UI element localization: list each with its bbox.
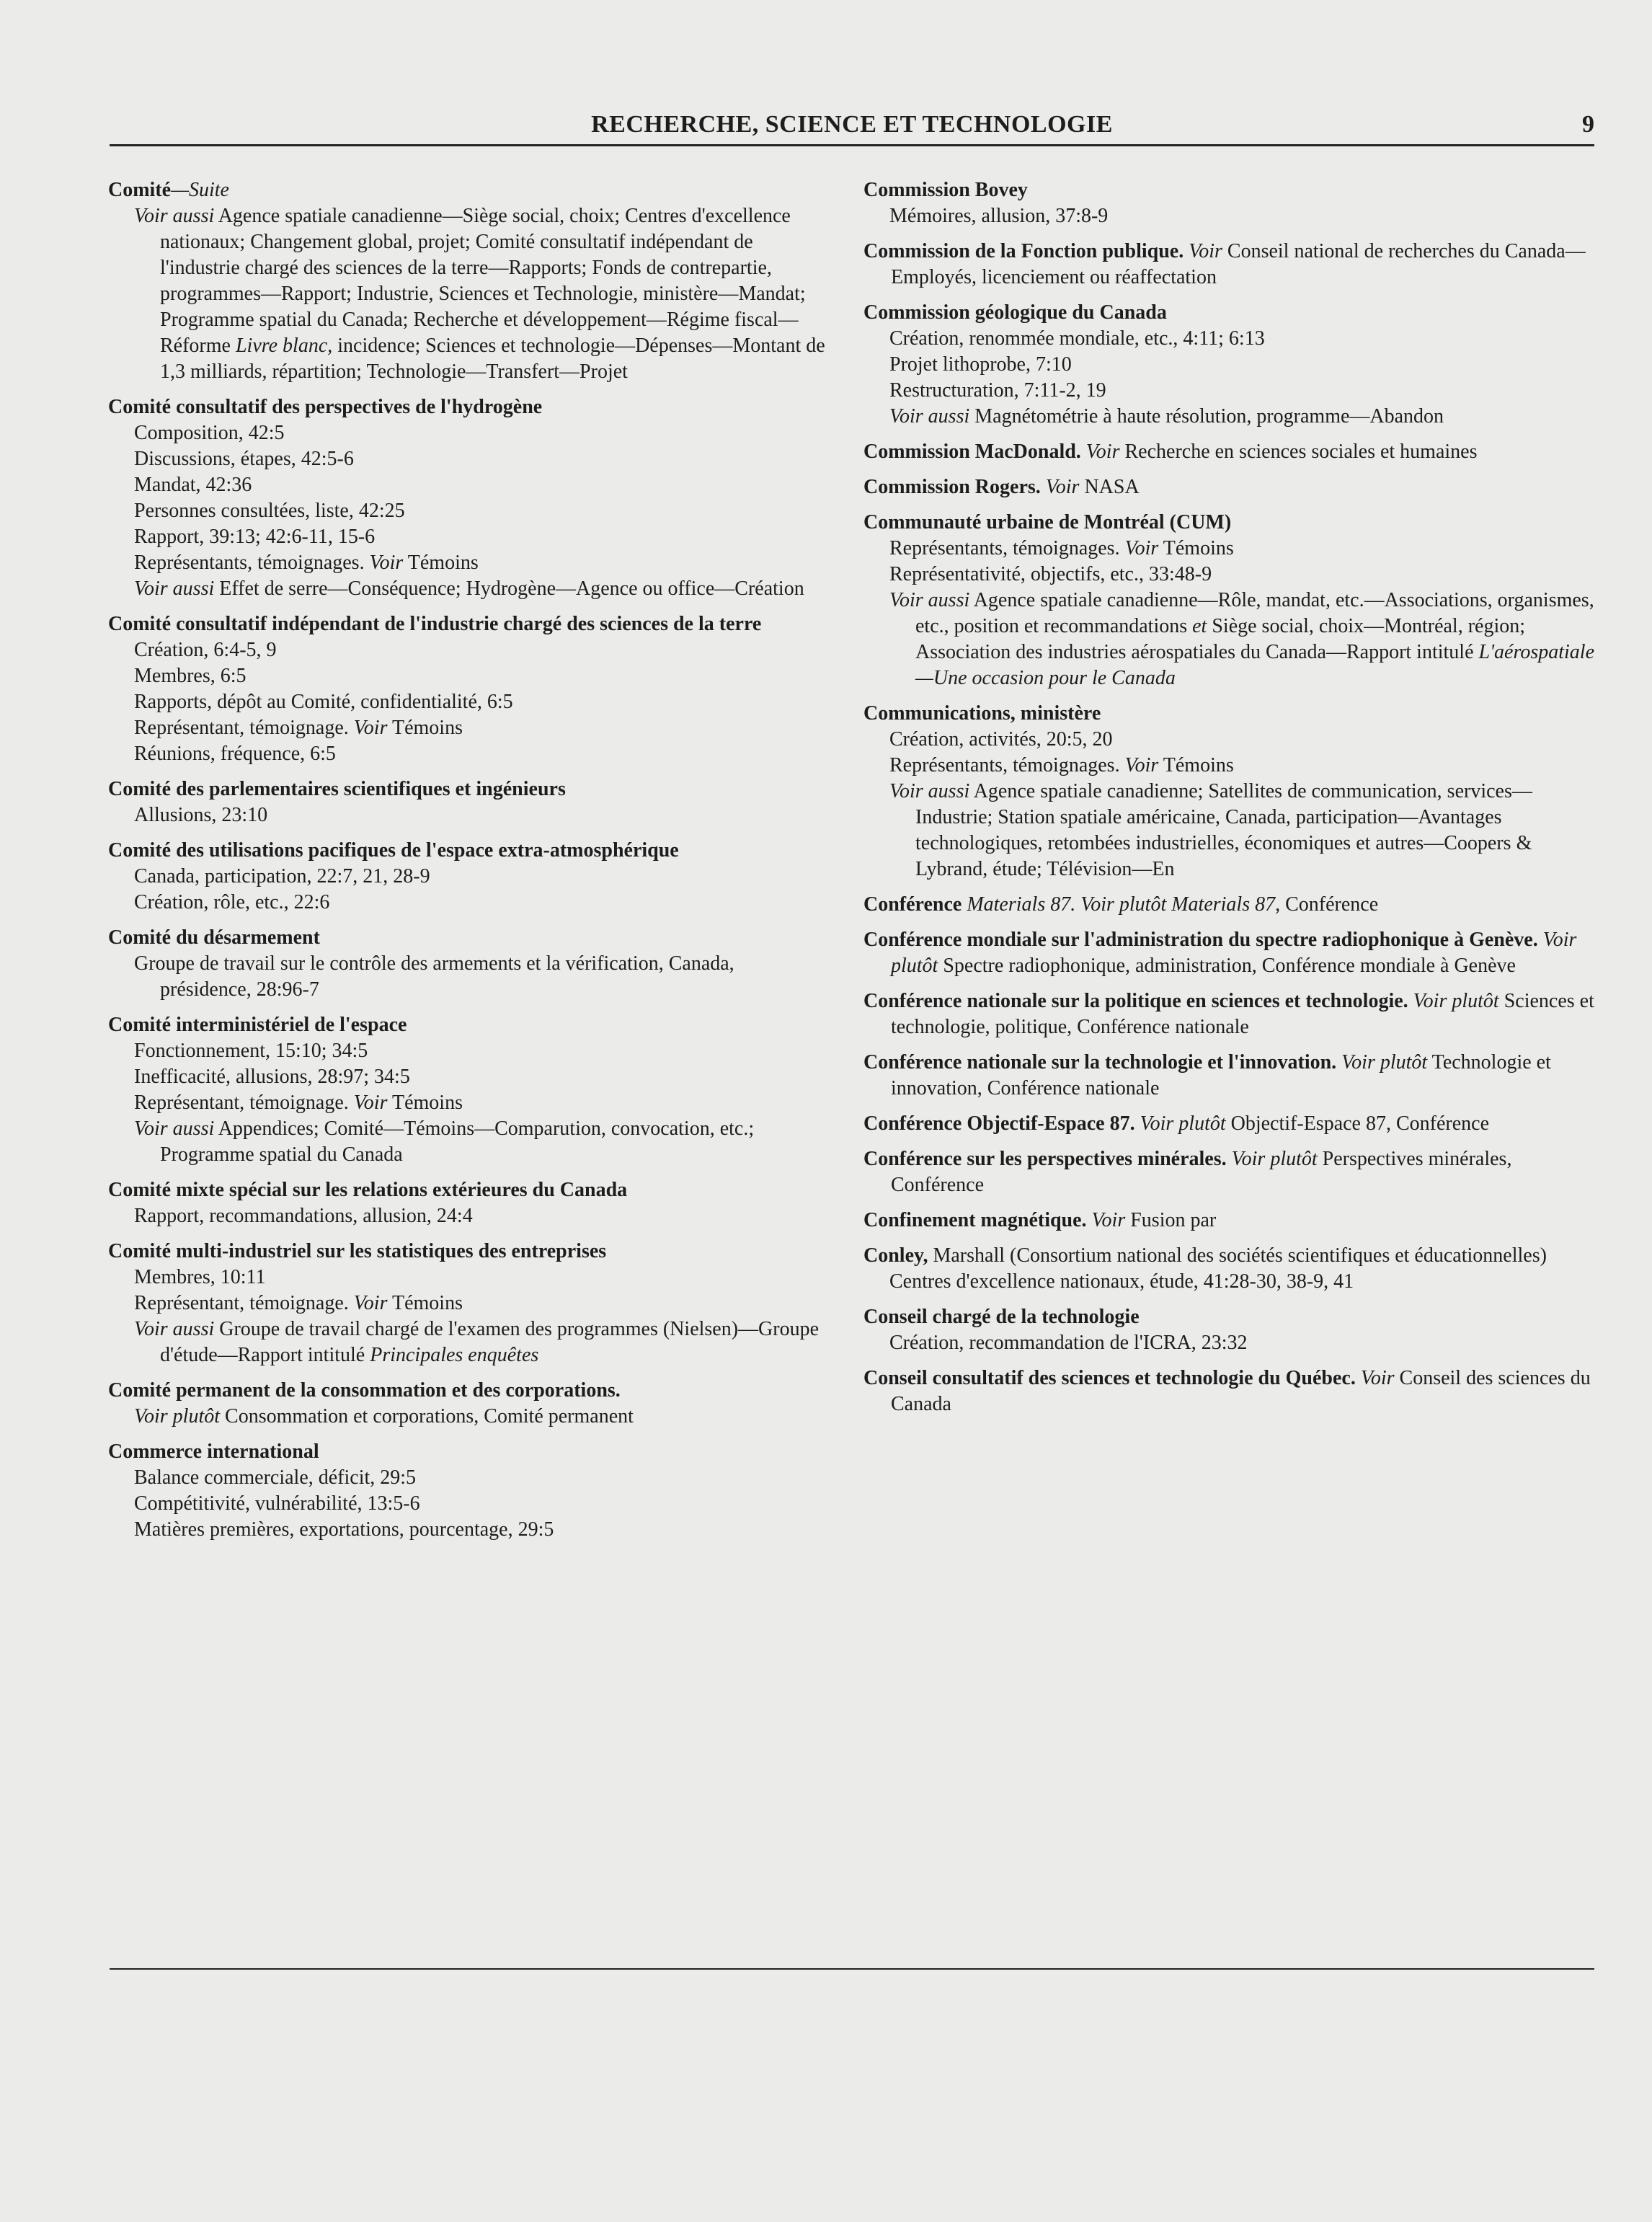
text-run: Magnétométrie à haute résolution, programme—Abandon: [969, 405, 1444, 428]
entry-subline: [108, 1291, 829, 1316]
entry-subline: [863, 588, 1599, 691]
entry-heading: [863, 300, 1599, 326]
text-run: Représentant, témoignage.: [134, 1092, 354, 1114]
entry-heading: [863, 1243, 1599, 1269]
entry-subline: [108, 864, 829, 890]
text-run: NASA: [1079, 476, 1140, 498]
text-run: Restructuration, 7:11-2, 19: [889, 379, 1106, 402]
entry-heading: [108, 1177, 829, 1203]
text-run: Comité interministériel de l'espace: [108, 1014, 407, 1036]
entry-subline: [108, 715, 829, 741]
entry-subline: [108, 576, 829, 602]
text-run: Centres d'excellence nationaux, étude, 41:28-30, 38-9, 41: [889, 1270, 1354, 1293]
text-run: Discussions, étapes, 42:5-6: [134, 448, 354, 470]
entry-subline: [108, 446, 829, 472]
text-run: Représentant, témoignage.: [134, 1292, 354, 1314]
index-entry: [108, 177, 829, 385]
text-run: Communications, ministère: [863, 702, 1101, 725]
italic-text: Voir: [1124, 754, 1159, 776]
italic-text: Voir aussi: [889, 405, 970, 428]
entry-subline: [108, 1316, 829, 1368]
text-run: Création, activités, 20:5, 20: [889, 728, 1113, 751]
index-entry: [108, 925, 829, 1003]
text-run: Réunions, fréquence, 6:5: [134, 743, 336, 765]
text-run: Inefficacité, allusions, 28:97; 34:5: [134, 1066, 410, 1088]
text-run: Conférence: [1280, 893, 1379, 916]
index-entry: [863, 1146, 1599, 1198]
text-run: Agence spatiale canadienne; Satellites de communication, services—Industrie; Station spatiale américaine, Canada, participation—Avantages technologiques, retombées industrielles, économiques et autres—Coopers & Lybrand, étude; Télévision—En: [915, 780, 1532, 880]
entry-heading: [108, 611, 829, 637]
index-entry: [108, 611, 829, 767]
entry-subline: [108, 472, 829, 498]
italic-text: Voir: [1355, 1367, 1395, 1389]
text-run: Témoins: [387, 717, 463, 739]
entry-heading: [108, 394, 829, 420]
text-run: Création, 6:4-5, 9: [134, 639, 277, 661]
text-run: Projet lithoprobe, 7:10: [889, 353, 1072, 376]
text-run: Commission MacDonald.: [863, 441, 1081, 463]
entry-heading: [108, 1378, 829, 1404]
text-run: Représentants, témoignages.: [134, 552, 370, 574]
entry-subline: [108, 498, 829, 524]
entry-heading: [108, 1239, 829, 1265]
text-run: Comité des parlementaires scientifiques et ingénieurs: [108, 778, 566, 800]
text-run: Comité: [108, 179, 172, 201]
text-run: Conférence Objectif-Espace 87.: [863, 1112, 1135, 1135]
text-run: Communauté urbaine de Montréal (CUM): [863, 511, 1232, 534]
text-run: Objectif-Espace 87, Conférence: [1225, 1112, 1490, 1135]
entry-subline: [863, 779, 1599, 882]
text-run: Confinement magnétique.: [863, 1209, 1087, 1231]
italic-text: Livre blanc,: [235, 335, 333, 357]
text-run: Agence spatiale canadienne—Rôle, mandat, etc.—Associations, organismes, etc., position et recommandations: [915, 589, 1594, 637]
index-entry: [863, 300, 1599, 430]
entry-heading: [108, 838, 829, 864]
index-entry: [108, 838, 829, 916]
index-entry: [863, 988, 1599, 1040]
text-run: Témoins: [387, 1092, 463, 1114]
text-run: Commission Bovey: [863, 179, 1028, 201]
italic-text: Principales enquêtes: [370, 1344, 539, 1366]
text-run: Comité permanent de la consommation et des corporations.: [108, 1379, 621, 1402]
italic-text: Voir plutôt: [1226, 1148, 1318, 1170]
left-column: [108, 177, 829, 1552]
entry-heading: [863, 510, 1599, 536]
entry-subline: [108, 1491, 829, 1517]
text-run: Témoins: [387, 1292, 463, 1314]
italic-text: Voir: [353, 1292, 388, 1314]
text-run: Conférence mondiale sur l'administration du spectre radiophonique à Genève.: [863, 929, 1538, 951]
entry-subline: [863, 404, 1599, 430]
text-run: Témoins: [1158, 754, 1234, 776]
index-entry: [863, 1111, 1599, 1137]
italic-text: Voir aussi: [889, 780, 970, 802]
italic-text: Voir plutôt: [1408, 990, 1499, 1012]
italic-text: Voir: [1086, 1209, 1126, 1231]
text-run: Membres, 6:5: [134, 665, 247, 687]
entry-subline: [108, 1064, 829, 1090]
entry-heading: [108, 776, 829, 802]
text-run: Fonctionnement, 15:10; 34:5: [134, 1040, 368, 1062]
text-run: Conseil consultatif des sciences et technologie du Québec.: [863, 1367, 1356, 1389]
index-entry: [108, 1378, 829, 1430]
text-run: Commission de la Fonction publique.: [863, 240, 1184, 262]
index-entry: [863, 510, 1599, 691]
entry-heading: [108, 1012, 829, 1038]
italic-text: Voir aussi: [134, 205, 215, 227]
entry-subline: [863, 562, 1599, 588]
index-entry: [863, 474, 1599, 500]
italic-text: Voir aussi: [134, 577, 215, 600]
italic-text: Voir: [353, 1092, 388, 1114]
text-run: Siège social, choix—Montréal, région; Association des industries aérospatiales du Canada—Rapport intitulé: [915, 615, 1526, 663]
running-title: RECHERCHE, SCIENCE ET TECHNOLOGIE: [591, 111, 1113, 138]
entry-heading: [863, 1111, 1599, 1137]
text-run: Comité des utilisations pacifiques de l'espace extra-atmosphérique: [108, 839, 679, 862]
italic-text: L'aérospatiale—Une occasion pour le Canada: [915, 641, 1595, 689]
text-run: Comité mixte spécial sur les relations extérieures du Canada: [108, 1179, 628, 1201]
italic-text: Voir: [1184, 240, 1222, 262]
italic-text: Voir: [353, 717, 388, 739]
text-run: Commerce international: [108, 1440, 319, 1463]
page-number: 9: [1582, 111, 1594, 138]
entry-heading: [863, 1146, 1599, 1198]
text-run: Commission Rogers.: [863, 476, 1041, 498]
entry-heading: [108, 925, 829, 951]
entry-subline: [108, 1265, 829, 1291]
text-run: Représentants, témoignages.: [889, 537, 1125, 559]
index-entry: [108, 1439, 829, 1543]
entry-subline: [863, 536, 1599, 562]
entry-subline: [108, 1203, 829, 1229]
italic-text: Voir aussi: [134, 1117, 215, 1140]
text-run: Composition, 42:5: [134, 422, 285, 444]
entry-heading: [863, 1050, 1599, 1102]
entry-subline: [863, 1269, 1599, 1295]
entry-heading: [108, 1439, 829, 1465]
text-run: Représentants, témoignages.: [889, 754, 1125, 776]
italic-text: Voir plutôt: [134, 1405, 221, 1428]
entry-subline: [863, 352, 1599, 378]
text-run: Groupe de travail chargé de l'examen des programmes (Nielsen)—Groupe d'étude—Rapport intitulé: [160, 1318, 820, 1366]
entry-subline: [108, 1090, 829, 1116]
index-entry: [108, 776, 829, 828]
entry-heading: [863, 439, 1599, 465]
italic-text: Voir plutôt: [891, 929, 1577, 977]
entry-subline: [108, 1116, 829, 1168]
index-entry: [108, 1012, 829, 1168]
entry-heading: [108, 177, 829, 203]
index-entry: [863, 1208, 1599, 1234]
text-run: Comité consultatif indépendant de l'industrie chargé des sciences de la terre: [108, 613, 762, 635]
text-run: Comité multi-industriel sur les statistiques des entreprises: [108, 1240, 607, 1262]
italic-text: Voir: [1040, 476, 1080, 498]
right-column: [863, 177, 1599, 1427]
text-run: Agence spatiale canadienne—Siège social, choix; Centres d'excellence nationaux; Changement global, projet; Comité consultatif indépendant de l'industrie chargé des sciences de la terre—Rapports; Fonds de contrepartie, programmes—Rapport; Industrie, Sciences et Technologie, ministère—Mandat; Programme spatial du Canada; Recherche et développement—Régime fiscal—Réforme: [160, 205, 806, 357]
italic-text: Voir plutôt: [1336, 1051, 1428, 1074]
text-run: Conférence sur les perspectives minérales.: [863, 1148, 1227, 1170]
index-entry: [108, 1177, 829, 1229]
text-run: Création, rôle, etc., 22:6: [134, 891, 330, 913]
entry-subline: [108, 663, 829, 689]
text-run: Témoins: [1158, 537, 1234, 559]
text-run: Conseil des sciences du Canada: [891, 1367, 1591, 1415]
entry-subline: [108, 524, 829, 550]
text-run: Rapport, recommandations, allusion, 24:4: [134, 1205, 473, 1227]
italic-text: Voir: [1080, 441, 1120, 463]
text-run: incidence; Sciences et technologie—Dépenses—Montant de 1,3 milliards, répartition; Technologie—Transfert—Projet: [160, 335, 825, 383]
italic-text: Voir plutôt: [1134, 1112, 1226, 1135]
italic-text: Voir: [369, 552, 404, 574]
index-entry: [108, 394, 829, 602]
text-run: Conférence: [863, 893, 962, 916]
text-run: Témoins: [403, 552, 479, 574]
text-run: Conseil national de recherches du Canada—Employés, licenciement ou réaffectation: [891, 240, 1586, 288]
entry-heading: [863, 701, 1599, 727]
italic-text: —Suite: [171, 179, 229, 201]
text-run: Création, renommée mondiale, etc., 4:11; 6:13: [889, 327, 1265, 350]
entry-subline: [108, 203, 829, 385]
text-run: Création, recommandation de l'ICRA, 23:32: [889, 1332, 1248, 1354]
index-entry: [863, 1304, 1599, 1356]
text-run: Allusions, 23:10: [134, 804, 268, 826]
entry-heading: [863, 239, 1599, 291]
entry-subline: [108, 951, 829, 1003]
entry-subline: [863, 1330, 1599, 1356]
entry-subline: [108, 420, 829, 446]
italic-text: et: [1192, 615, 1207, 637]
text-run: Perspectives minérales, Conférence: [891, 1148, 1512, 1196]
entry-subline: [863, 378, 1599, 404]
text-run: Commission géologique du Canada: [863, 301, 1167, 324]
entry-subline: [863, 753, 1599, 779]
text-run: Représentant, témoignage.: [134, 717, 354, 739]
entry-subline: [108, 741, 829, 767]
index-entry: [863, 1050, 1599, 1102]
entry-heading: [863, 177, 1599, 203]
text-run: Marshall (Consortium national des sociétés scientifiques et éducationnelles): [928, 1244, 1547, 1267]
italic-text: Voir aussi: [134, 1318, 215, 1340]
entry-heading: [863, 927, 1599, 979]
index-entry: [863, 1243, 1599, 1295]
entry-heading: [863, 1208, 1599, 1234]
text-run: Canada, participation, 22:7, 21, 28-9: [134, 865, 430, 888]
text-run: Compétitivité, vulnérabilité, 13:5-6: [134, 1492, 420, 1515]
index-entry: [863, 439, 1599, 465]
entry-subline: [108, 550, 829, 576]
index-entry: [863, 177, 1599, 229]
italic-text: Voir aussi: [889, 589, 970, 611]
italic-text: Voir: [1124, 537, 1159, 559]
text-run: Fusion par: [1125, 1209, 1217, 1231]
page-header: [110, 108, 1594, 144]
header-rule: [110, 144, 1594, 146]
entry-subline: [108, 802, 829, 828]
text-run: Mémoires, allusion, 37:8-9: [889, 205, 1109, 227]
text-run: Matières premières, exportations, pourcentage, 29:5: [134, 1518, 554, 1541]
text-run: Groupe de travail sur le contrôle des armements et la vérification, Canada, présidence, 28:96-7: [134, 952, 734, 1001]
text-run: Conférence nationale sur la politique en sciences et technologie.: [863, 990, 1408, 1012]
text-run: Membres, 10:11: [134, 1266, 266, 1288]
text-run: Consommation et corporations, Comité permanent: [220, 1405, 634, 1428]
entry-heading: [863, 1365, 1599, 1417]
entry-subline: [108, 1517, 829, 1543]
entry-subline: [108, 1038, 829, 1064]
entry-heading: [863, 988, 1599, 1040]
index-entry: [863, 1365, 1599, 1417]
entry-subline: [108, 890, 829, 916]
text-run: Rapport, 39:13; 42:6-11, 15-6: [134, 526, 376, 548]
text-run: Représentativité, objectifs, etc., 33:48-9: [889, 563, 1212, 585]
text-run: Recherche en sciences sociales et humaines: [1119, 441, 1478, 463]
text-run: Conley,: [863, 1244, 928, 1267]
italic-text: Materials 87. Voir plutôt Materials 87,: [962, 893, 1281, 916]
text-run: Appendices; Comité—Témoins—Comparution, convocation, etc.; Programme spatial du Canada: [160, 1117, 755, 1166]
entry-subline: [863, 326, 1599, 352]
entry-heading: [863, 892, 1599, 918]
entry-subline: [863, 727, 1599, 753]
text-run: Mandat, 42:36: [134, 474, 252, 496]
text-run: Conférence nationale sur la technologie et l'innovation.: [863, 1051, 1337, 1074]
index-entry: [863, 701, 1599, 882]
entry-subline: [108, 1465, 829, 1491]
text-run: Rapports, dépôt au Comité, confidentialité, 6:5: [134, 691, 513, 713]
text-run: Technologie et innovation, Conférence nationale: [891, 1051, 1551, 1099]
entry-subline: [108, 1404, 829, 1430]
text-run: Effet de serre—Conséquence; Hydrogène—Agence ou office—Création: [214, 577, 804, 600]
index-entry: [863, 892, 1599, 918]
text-run: Conseil chargé de la technologie: [863, 1306, 1140, 1328]
text-run: Comité du désarmement: [108, 926, 320, 949]
text-run: Personnes consultées, liste, 42:25: [134, 500, 405, 522]
entry-heading: [863, 474, 1599, 500]
index-entry: [863, 239, 1599, 291]
index-entry: [108, 1239, 829, 1368]
text-run: Spectre radiophonique, administration, Conférence mondiale à Genève: [938, 955, 1516, 977]
index-entry: [863, 927, 1599, 979]
text-run: Comité consultatif des perspectives de l'hydrogène: [108, 396, 543, 418]
footer-rule: [110, 1968, 1594, 1970]
entry-subline: [108, 689, 829, 715]
entry-subline: [863, 203, 1599, 229]
text-run: Sciences et technologie, politique, Conférence nationale: [891, 990, 1594, 1038]
entry-subline: [108, 637, 829, 663]
text-run: Balance commerciale, déficit, 29:5: [134, 1466, 417, 1489]
entry-heading: [863, 1304, 1599, 1330]
